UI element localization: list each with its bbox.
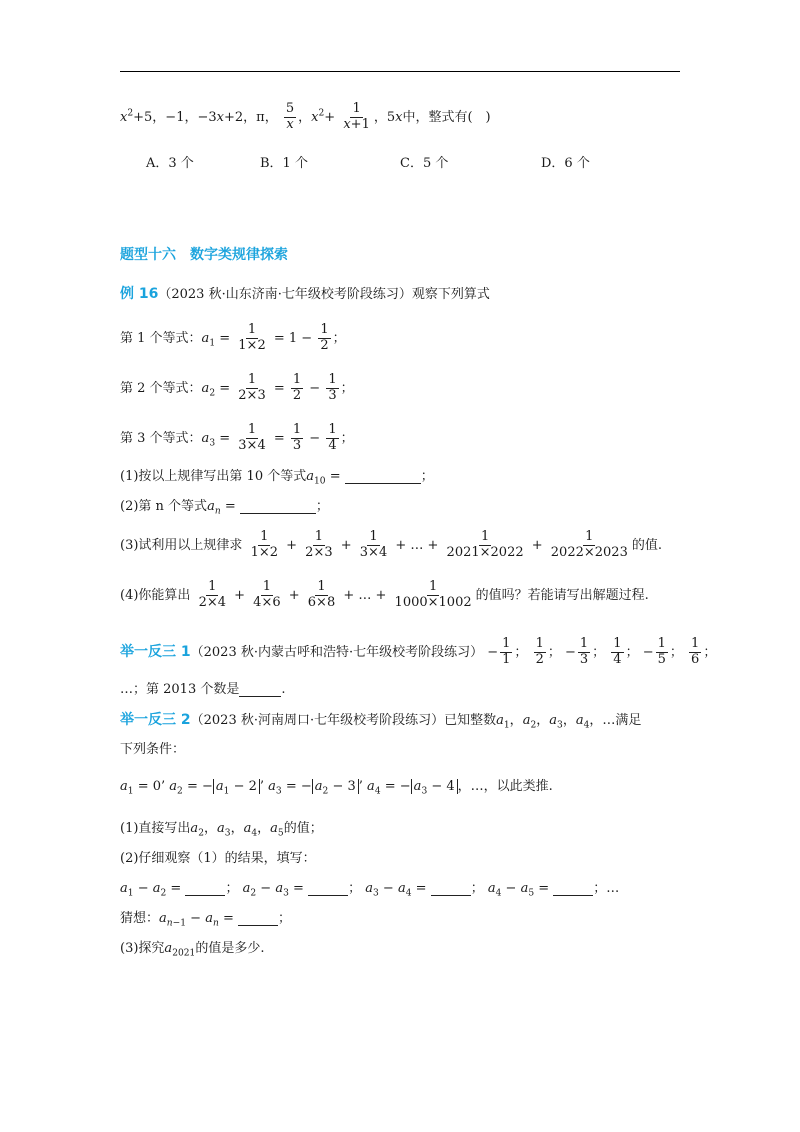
answer-blank[interactable]	[239, 683, 281, 697]
fraction: $\frac{5}{x}$	[285, 101, 295, 132]
practice-1: 举一反三 1（2023 秋·内蒙古呼和浩特·七年级校考阶段练习） − $\frac{1}{1}$ ； $\frac{1}{2}$ ； − $\frac{1}{3}$ ； $\frac{1}{4}$ ； − $\frac{1}{5}$ ； $\frac{1}{6}$ ；	[120, 636, 717, 667]
practice-2-differences: $a_1 - a_2$ = ； $a_2 - a_3$ = ； $a_3 - a_4$ = ； $a_4 - a_5$ = ；…	[120, 881, 620, 899]
answer-blank[interactable]	[185, 882, 225, 896]
question-stem: $x^2+5$，−1，−3x+2，π， $\frac{5}{x}$ ，$x^2+$ $\frac{1}{x+1}$ ，5x中，整式有( )	[120, 101, 491, 132]
option-d[interactable]: D．6 个	[541, 156, 590, 171]
example-16-heading	[120, 287, 490, 301]
equation-2: 第 2 个等式：$a_2$ = $\frac{1}{2\times 3}$ = $\frac{1}{2}$ − $\frac{1}{3}$ ；	[120, 372, 354, 403]
equation-3: 第 3 个等式：$a_3$ = $\frac{1}{3\times 4}$ = $\frac{1}{3}$ − $\frac{1}{4}$ ；	[120, 422, 354, 453]
answer-blank[interactable]	[553, 882, 593, 896]
example-source: （2023 秋·山东济南·七年级校考阶段练习）观察下列算式	[158, 287, 490, 302]
header-rule	[120, 71, 680, 72]
ex16-q2: (2)第 n 个等式$a_n$ = ；	[120, 499, 329, 517]
practice-2-q1: (1)直接写出$a_2$，$a_3$，$a_4$，$a_5$的值；	[120, 821, 323, 839]
answer-blank[interactable]	[240, 500, 316, 514]
practice-2-q3: (3)探究$a_{2021}$的值是多少.	[120, 941, 265, 959]
option-c[interactable]: C．5 个	[400, 156, 449, 171]
practice-label: 举一反三 1	[120, 643, 191, 660]
option-b[interactable]: B．1 个	[260, 156, 308, 171]
practice-1-tail: …；第 2013 个数是 .	[120, 682, 286, 697]
fraction: $\frac{1}{x+1}$	[343, 101, 370, 132]
equation-1: 第 1 个等式：$a_1$ = $\frac{1}{1\times 2}$ = 1 − $\frac{1}{2}$ ；	[120, 322, 346, 353]
answer-blank[interactable]	[431, 882, 471, 896]
practice-2-line2: 下列条件：	[120, 742, 186, 757]
answer-blank[interactable]	[238, 912, 278, 926]
example-label: 例 16	[120, 286, 159, 302]
practice-2: 举一反三 2（2023 秋·河南周口·七年级校考阶段练习）已知整数$a_1$，$a_2$，$a_3$，$a_4$，…满足	[120, 712, 642, 731]
practice-2-guess: 猜想：$a_{n-1} - a_n$ = ；	[120, 911, 292, 929]
practice-2-conditions: $a_1 = 0$’ $a_2$ = − $a_1 - 2$ ’ $a_3$ = − $a_2 - 3$ ’ $a_4$ = − $a_3 - 4$ ，…，以此类推.	[120, 779, 553, 797]
answer-blank[interactable]	[345, 470, 421, 484]
practice-label: 举一反三 2	[120, 712, 191, 728]
practice-source: （2023 秋·内蒙古呼和浩特·七年级校考阶段练习）	[190, 644, 484, 660]
ex16-q1: (1)按以上规律写出第 10 个等式$a_{10}$ = ；	[120, 469, 434, 487]
answer-blank[interactable]	[308, 882, 348, 896]
ex16-q4: (4)你能算出 $\frac{1}{2\times 4}$ + $\frac{1}{4\times 6}$ + $\frac{1}{6\times 8}$ + … + $\frac{1}{1000\times 1002}$ 的值吗？若能请写出解题过程.	[120, 579, 649, 610]
section-title: 题型十六 数字类规律探索	[120, 247, 288, 263]
ex16-q3: (3)试利用以上规律求 $\frac{1}{1\times 2}$ + $\frac{1}{2\times 3}$ + $\frac{1}{3\times 4}$ + … + $\frac{1}{2021\times 2022}$ + $\frac{1}{2022\times 2023}$ 的值.	[120, 529, 662, 560]
option-a[interactable]: A．3 个	[146, 156, 194, 171]
practice-2-q2: (2)仔细观察（1）的结果，填写：	[120, 851, 316, 866]
